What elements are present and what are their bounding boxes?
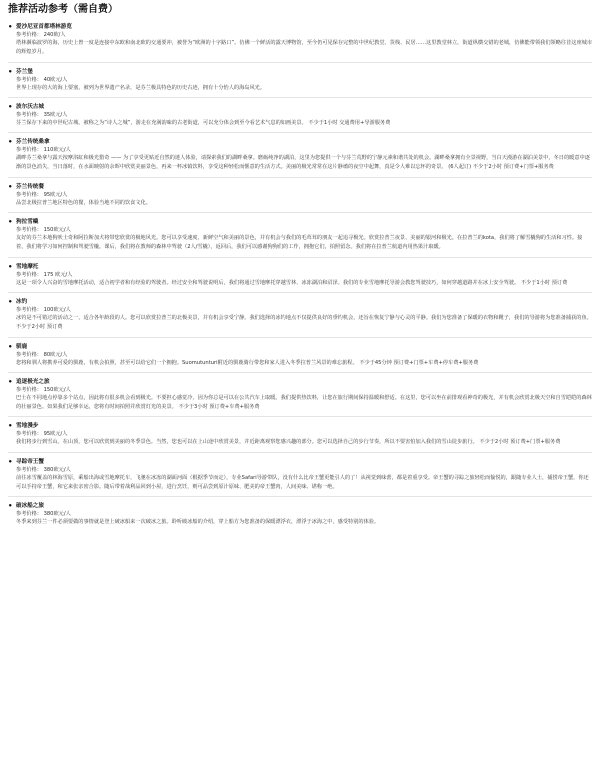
bullet-icon: • bbox=[8, 422, 13, 431]
activity-price: 参考价格： 150欧元/人 bbox=[16, 227, 71, 234]
activity-description: 我们将步行到雪山。在山顶，您可以欣赏到美丽的冬季景色。当然，您也可以在上山途中欣赏美景，并近距离观察您感兴趣的部分。您可以选择自己的步行节奏，所以不要害怕加入我们的雪山徒步旅行。 不少于2小时 预订费+门票+服务费 bbox=[16, 439, 561, 446]
activity-description: 您将和驯人将携养可爱的驯鹿，有机会拍照，甚至可以给它们一个拥抱。Suomutunturi附近的驯鹿骑行带您和家人进入冬季拉普兰风景的难忘旅程。 不少于45分钟 预订费+门票+车费+停车费+服务费 bbox=[16, 359, 479, 366]
activity-name: 冰钓 bbox=[16, 298, 28, 305]
activity-description: 世界上现存的大的海上要塞，被列为世界遗产名录，是芬兰极具特色的历史古迹，拥有十分怡人的海岛风光。 bbox=[16, 84, 266, 91]
activity-list bbox=[8, 23, 592, 528]
divider bbox=[8, 212, 592, 213]
activity-price: 参考价格： 110欧元/人 bbox=[16, 147, 71, 154]
activity-item bbox=[8, 68, 592, 98]
activity-price: 参考价格： 95欧元/人 bbox=[16, 191, 68, 198]
activity-name: 雪地摩托 bbox=[16, 263, 39, 270]
activity-heading bbox=[8, 263, 592, 271]
activity-heading bbox=[8, 343, 592, 351]
activity-heading bbox=[8, 218, 592, 226]
activity-price: 参考价格： 35欧元/人 bbox=[16, 111, 68, 118]
bullet-icon: • bbox=[8, 23, 13, 31]
activity-heading bbox=[8, 502, 592, 510]
activity-description: 巴士在不同地点停靠多个站点，因此将有很多机会看到极光。不要担心感觉冷，因为你总是可以在公共汽车上取暖。我们提供热饮料，让您在旅行期间保持温暖和舒适。在这里，您可以坐在前排观看神奇的极光，并有机会欣赏北极天空和自雪皑皑的森林的壮丽景色。如果我们足够幸运，您将有时间拍照并欣赏灯光的美景。 不少于3小时 预订费+车费+服务费 bbox=[16, 394, 592, 411]
divider bbox=[8, 177, 592, 178]
bullet-icon: • bbox=[8, 218, 13, 227]
bullet-icon: • bbox=[8, 262, 13, 271]
activity-heading bbox=[8, 298, 592, 306]
activity-item bbox=[8, 138, 592, 178]
activity-price: 参考价格： 100欧元/人 bbox=[16, 306, 71, 313]
activity-price: 参考价格： 380欧元/人 bbox=[16, 466, 71, 473]
activity-price: 参考价格： 240欧/人 bbox=[16, 32, 66, 38]
activity-item bbox=[8, 103, 592, 133]
activity-item bbox=[8, 298, 592, 338]
activity-name: 驯鹿 bbox=[16, 343, 28, 350]
activity-item bbox=[8, 23, 592, 63]
activity-item bbox=[8, 458, 592, 498]
activity-description: 湖畔芬兰桑拿与露天按摩浴缸和极光猎奇 —— 为了享受更贴近自然的迷人体验，请探索我们的湖畔桑拿。磨砺纯净的湖泊，这里为您提供一个与芬兰荒野的宁静元素和谐共处的机会。湖畔桑拿拥有全景视野，当白天漫游在湖泊美景中，冬日的暖意中逐渐的景色消失，当日落时，在水面映射的余晖中欣赏美丽景色，再来一杯冰镇饮料，享受这种轻松而惬意的生活方式。美丽的极光常常在这片静谧的夜空中起舞，真是令人难以忘怀的奇景。 (6人起订) 不少于2小时 预订费+门票+服务费 bbox=[16, 155, 590, 171]
activity-name: 爱沙尼亚首都塔林游览 bbox=[16, 24, 72, 30]
activity-price: 参考价格： 80欧元/人 bbox=[16, 351, 68, 358]
activity-heading bbox=[8, 422, 592, 430]
divider bbox=[8, 372, 592, 373]
activity-name: 追逐极光之旅 bbox=[16, 378, 50, 385]
activity-heading bbox=[8, 68, 592, 76]
activity-name: 雪地漫步 bbox=[16, 423, 39, 430]
activity-price: 参考价格： 150欧元/人 bbox=[16, 386, 71, 393]
divider bbox=[8, 496, 592, 497]
page-title: 推荐活动参考（需自费） bbox=[8, 4, 118, 15]
bullet-icon: • bbox=[8, 342, 13, 351]
divider bbox=[8, 62, 592, 63]
activity-item bbox=[8, 422, 592, 452]
divider bbox=[8, 452, 592, 453]
bullet-icon: • bbox=[8, 457, 13, 466]
activity-price: 参考价格： 40欧元/人 bbox=[16, 76, 68, 83]
activity-name: 寻踪帝王蟹 bbox=[16, 458, 44, 465]
activity-heading bbox=[8, 138, 592, 146]
bullet-icon: • bbox=[8, 67, 13, 76]
activity-description: 塔林濒临波罗的海，历史上曾一度是连接中东欧和南北欧的交通要冲，被誉为“欧洲的十字路口”。仿佛一个鲜活的露天博物馆，至今仍可见保存完整的中世纪教堂、货栈、民居……这里教堂林立，街道纵横交错的老城，仿佛能带领我们领略往昔这座城市的辉煌岁月。 bbox=[16, 40, 593, 56]
bullet-icon: • bbox=[8, 138, 13, 147]
activity-name: 芬兰传统桑拿 bbox=[16, 139, 50, 146]
activity-price: 参考价格： 95欧元/人 bbox=[16, 431, 68, 438]
bullet-icon: • bbox=[8, 297, 13, 306]
activity-item bbox=[8, 263, 592, 293]
activity-name: 破冰船之旅 bbox=[16, 503, 44, 510]
divider bbox=[8, 97, 592, 98]
divider bbox=[8, 337, 592, 338]
activity-item bbox=[8, 502, 592, 527]
activity-description: 前往冰雪覆盖的林海雪原，乘船出海或雪地摩托车，飞驰在冰冻的湖面河面（根据季节而定），专业Safari导游带队，没有什么比帝王蟹更能引人的了！从视觉到味蕾，都是着重享受。帝王蟹的寻踪之旅轻松而愉悦的，跟随专业人士，捕捞帝王蟹，你还可以手持帝王蟹，和它来张亲密合影。随后带着战利品回到小屋，进行烹饪，则可品尝到原汁原味、肥美的帝王蟹肉，人间美味、堪称一绝。 bbox=[16, 474, 589, 491]
activity-description: 冬季来到芬兰一件必须要做的事情就是登上破冰船来一次破冰之旅。聆听破冰船的介绍，穿上船方为您准备的保暖漂浮衣，漂浮于冰海之中，感受特别的体验。 bbox=[16, 519, 380, 526]
activity-item bbox=[8, 343, 592, 373]
activity-heading bbox=[8, 378, 592, 386]
activity-description: 友好的芬兰本地狗吠士奇和阿拉斯加犬将带您欣赏的极地风光。您可以享受速度、新鲜空气和美丽的景色，并有机会与我们的毛茸茸的朋友一起追寻极光。欣赏拉普兰夜景、美丽的银河和极光。在拉普兰的kota，我们将了解雪橇狗的生活和习性。接着，我们将学习如何控制和驾驶雪橇。课后，我们将在教师的森林中驾驶（2人/雪橇），返回后，我们可以感谢狗狗们的工作，拥抱它们，拍照留念。我们将在拉普兰航道内用热果汁取暖。 bbox=[16, 235, 583, 251]
activity-name: 狗拉雪橇 bbox=[16, 219, 39, 226]
activity-item bbox=[8, 218, 592, 258]
bullet-icon: • bbox=[8, 182, 13, 191]
activity-item bbox=[8, 378, 592, 418]
bullet-icon: • bbox=[8, 502, 13, 511]
activity-description: 品尝北极拉普兰地区特色的餐，体验当地不同的饮食文化。 bbox=[16, 199, 151, 206]
activity-name: 芬兰堡 bbox=[16, 68, 33, 75]
activity-name: 波尔沃古城 bbox=[16, 103, 44, 110]
activity-price: 参考价格： 175 欧元/人 bbox=[16, 271, 73, 278]
divider bbox=[8, 292, 592, 293]
activity-description: 芬兰保存下来的中世纪古城，被称之为“诗人之城”，游走在充满韵味的古老街道，可以充分体会到至今看艺术气息的如画美景。 不少于1小时 交通费用+导游服务费 bbox=[16, 119, 391, 126]
divider bbox=[8, 416, 592, 417]
bullet-icon: • bbox=[8, 102, 13, 111]
activity-price: 参考价格： 380欧元/人 bbox=[16, 511, 71, 518]
divider bbox=[8, 257, 592, 258]
activity-heading bbox=[8, 458, 592, 466]
activity-heading bbox=[8, 183, 592, 191]
bullet-icon: • bbox=[8, 377, 13, 386]
activity-description: 这是一项令人兴奋的雪地摩托活动，适合初学者和有经验的驾驶者。经过安全和驾驶说明后，我们将通过雪地摩托穿越雪林、冰冻湖泊和沼泽。我们的专业雪地摩托导游会教您驾驶技巧，如何穿越道路并在冰上安全驾驶。 不少于1小时 预订费 bbox=[16, 279, 568, 286]
divider bbox=[8, 132, 592, 133]
activity-description: 冰钓是不可错过的活动之一，适合各年龄段的人。您可以欣赏拉普兰的北极美景，并有机会享受宁静。我们选择的冰钓地点不仅提供良好的垂钓机会，还旨在恢复宁静与心灵的平静。我们为您准备了保暖的衣物和靴子，我们的导游将为您准备捕获的鱼。 不少于2小时 预订费 bbox=[16, 314, 592, 331]
activity-name: 芬兰传统餐 bbox=[16, 183, 44, 190]
activity-heading bbox=[8, 23, 592, 31]
activity-item bbox=[8, 183, 592, 213]
activity-heading bbox=[8, 103, 592, 111]
